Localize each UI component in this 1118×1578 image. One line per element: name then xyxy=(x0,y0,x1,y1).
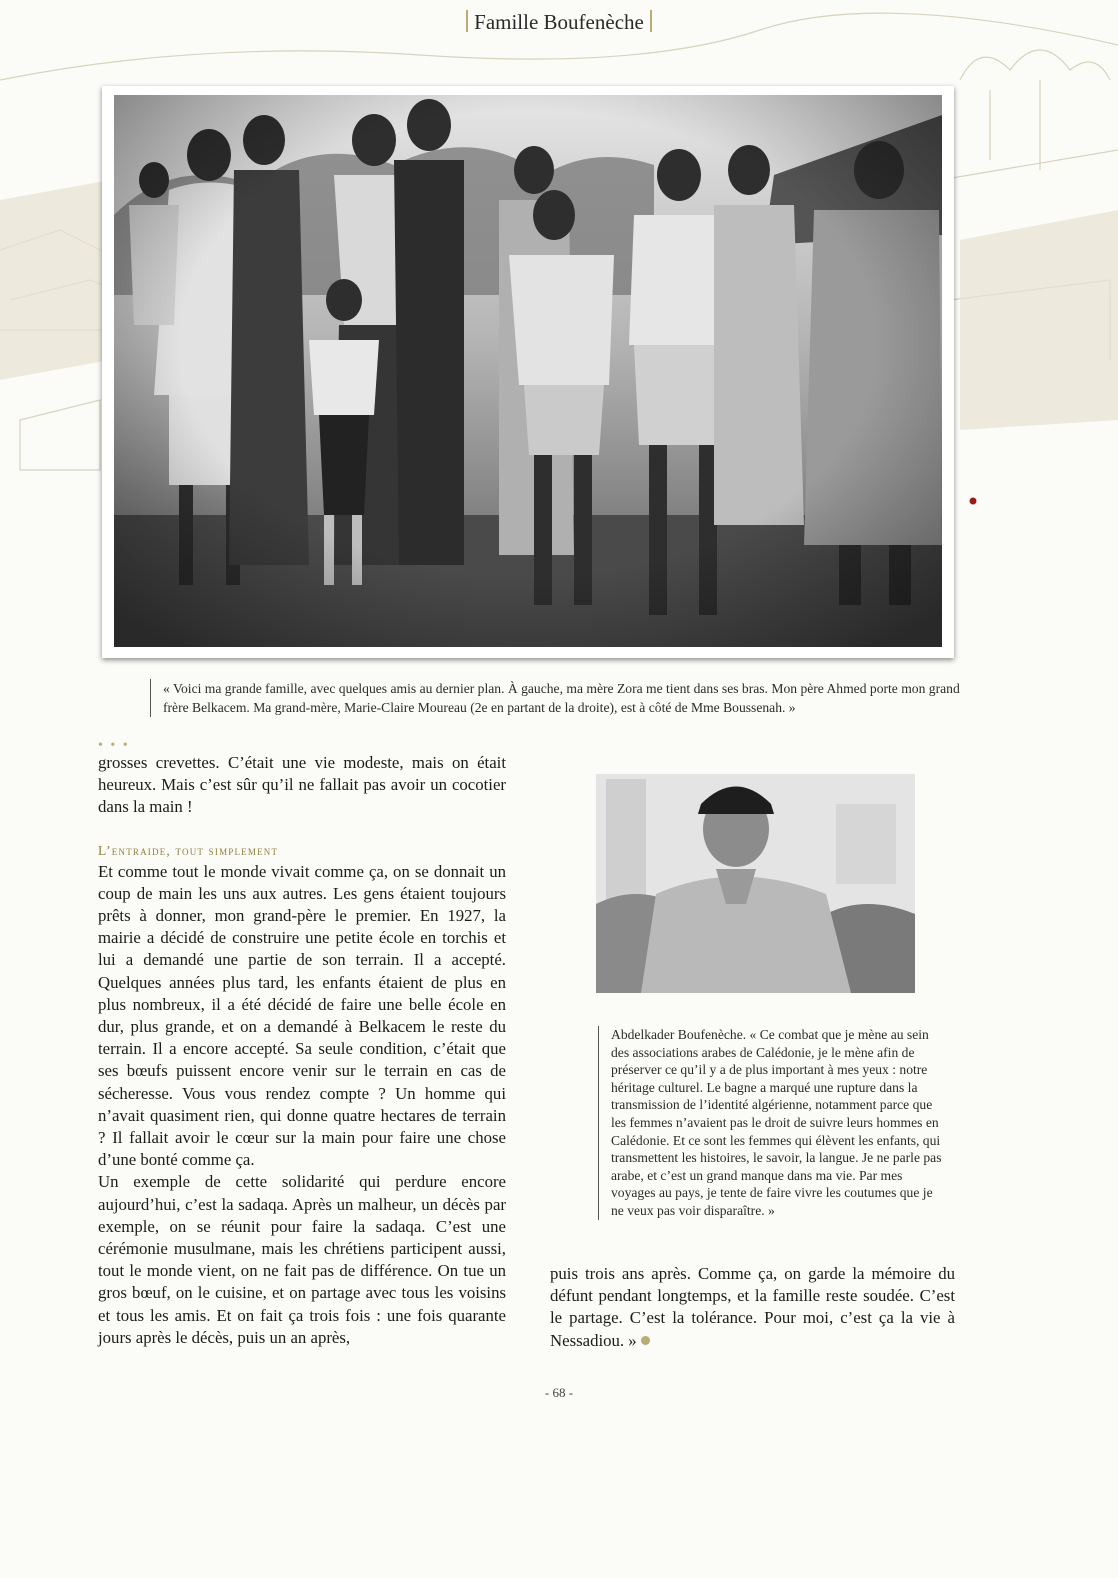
running-title: Famille Boufenèche xyxy=(474,10,644,34)
portrait-caption: Abdelkader Boufenèche. « Ce combat que je mène au sein des associations arabes de Calédonie, je le mène afin de préserver ce qu’il y a de plus important à mes yeux : notre héritage culturel. Le bagne a marqué une rupture dans la transmission de l’identité algérienne, notamment parce que les femmes n’avaient pas le droit de suivre leurs hommes en Calédonie. Et ce sont les femmes qui élèvent les enfants, qui transmettent les histoires, le savoir, la langue. Je ne parle pas arabe, et c’est un grand manque dans ma vie. Par mes voyages au pays, je tente de faire vivre les coutumes que je ne veux pas voir disparaître. » xyxy=(598,1026,943,1220)
section-heading: L’entraide, tout simplement xyxy=(98,842,279,858)
article-paragraph: puis trois ans après. Comme ça, on garde la mémoire du défunt pendant longtemps, et la famille reste soudée. C’est le partage. C’est la tolérance. Pour moi, c’est ça la vie à Nessadiou. » xyxy=(550,1264,955,1350)
portrait-photo xyxy=(596,774,915,993)
family-photo-caption: « Voici ma grande famille, avec quelques amis au dernier plan. À gauche, ma mère Zora me tient dans ses bras. Mon père Ahmed porte mon grand frère Belkacem. Ma grand-mère, Marie-Claire Moureau (2e en partant de la droite), est à côté de Mme Boussenah. » xyxy=(150,679,983,717)
article-paragraph: Un exemple de cette solidarité qui perdure encore aujourd’hui, c’est la sadaqa. Après un malheur, un décès par exemple, on se réunit pour faire la sadaqa. C’est une cérémonie musulmane, mais les chrétiens participent aussi, tout le monde vient, on ne fait pas de différence. On tue un gros bœuf, on le cuisine, et on partage avec tous les voisins et tous les amis. Et on fait ça trois fois : une fois quarante jours après le décès, puis un an après, xyxy=(98,1172,506,1347)
article-paragraph: grosses crevettes. C’était une vie modeste, mais on était heureux. Mais c’est sûr qu’il ne fallait pas avoir un cocotier dans la main ! xyxy=(98,753,506,817)
family-photo xyxy=(114,95,942,647)
continuation-mark: • • • xyxy=(98,738,130,753)
running-header xyxy=(0,10,1118,35)
header-rule-right xyxy=(650,10,652,32)
article-column-right xyxy=(550,1263,955,1352)
header-rule-left xyxy=(466,10,468,32)
family-photo-frame xyxy=(102,86,954,658)
article-column-left xyxy=(98,752,506,1349)
portrait-image xyxy=(596,774,915,993)
end-of-article-dot xyxy=(641,1336,650,1345)
article-paragraph: Et comme tout le monde vivait comme ça, on se donnait un coup de main les uns aux autres. Les gens étaient toujours prêts à donner, mon grand-père le premier. En 1927, la mairie a décidé de construire une petite école en torchis et lui a demandé une partie de son terrain. Il a accepté. Quelques années plus tard, les enfants étaient de plus en plus nombreux, il a été décidé de faire une belle école en dur, plus grande, et on a demandé à Belkacem le reste du terrain. Il a encore accepté. Sa seule condition, c’était que ses bœufs puissent encore venir sur le terrain en cas de sécheresse. Vous vous rendez compte ? Un homme qui n’avait quasiment rien, qui donne quatre hectares de terrain ? Il fallait avoir le cœur sur la main pour faire une chose d’une bonté comme ça. xyxy=(98,861,506,1170)
page-number: - 68 - xyxy=(544,1385,574,1400)
